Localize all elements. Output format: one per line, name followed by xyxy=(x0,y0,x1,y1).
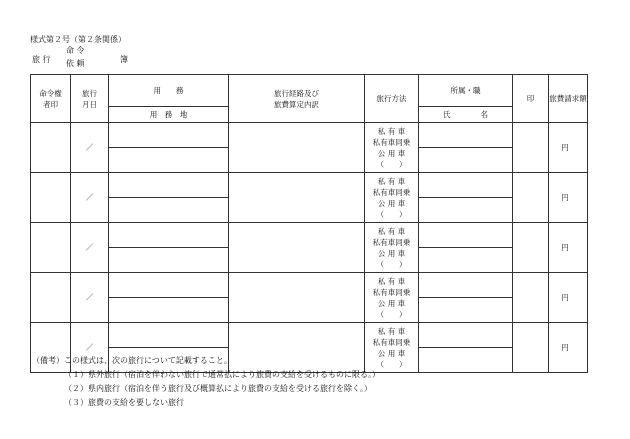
method-private-car-ride: 私有車同乗 xyxy=(372,337,411,347)
destination-cell[interactable] xyxy=(109,248,229,273)
table-row xyxy=(31,273,588,298)
date-cell[interactable]: ／ xyxy=(71,323,109,373)
claim-cell[interactable]: 円 xyxy=(549,123,588,173)
travel-ledger-table xyxy=(30,74,588,373)
claim-cell[interactable]: 円 xyxy=(549,323,588,373)
order-stamp-cell[interactable] xyxy=(31,123,71,173)
method-official-car: 公 用 車 xyxy=(377,298,406,308)
col-travel-date xyxy=(71,75,109,123)
destination-cell[interactable] xyxy=(109,198,229,223)
title-prefix: 旅 行 xyxy=(32,55,51,64)
col-method: 旅行方法 xyxy=(365,75,419,123)
col-travel-date-line2: 月日 xyxy=(82,99,97,109)
method-private-car-ride: 私有車同乗 xyxy=(372,237,411,247)
name-cell[interactable] xyxy=(419,198,513,223)
col-seal: 印 xyxy=(513,75,549,123)
order-stamp-cell[interactable] xyxy=(31,223,71,273)
order-stamp-cell[interactable] xyxy=(31,273,71,323)
affiliation-cell[interactable] xyxy=(419,123,513,148)
route-cell[interactable] xyxy=(229,223,365,273)
table-row xyxy=(31,173,588,198)
purpose-cell[interactable] xyxy=(109,273,229,298)
method-cell[interactable] xyxy=(365,223,419,273)
method-official-car: 公 用 車 xyxy=(377,248,406,258)
affiliation-cell[interactable] xyxy=(419,173,513,198)
claim-cell[interactable]: 円 xyxy=(549,223,588,273)
seal-cell[interactable] xyxy=(513,323,549,373)
notes-item: （３）旅費の支給を要しない旅行 xyxy=(64,398,184,407)
route-cell[interactable] xyxy=(229,123,365,173)
purpose-cell[interactable] xyxy=(109,223,229,248)
method-other: （ ） xyxy=(376,159,407,169)
route-cell[interactable] xyxy=(229,323,365,373)
col-route-line2: 旅費算定内訳 xyxy=(274,99,319,109)
date-cell[interactable]: ／ xyxy=(71,223,109,273)
affiliation-cell[interactable] xyxy=(419,223,513,248)
route-cell[interactable] xyxy=(229,173,365,223)
form-number: 様式第２号（第２条関係） xyxy=(30,35,126,44)
method-official-car: 公 用 車 xyxy=(377,148,406,158)
header-row xyxy=(31,75,588,107)
date-cell[interactable]: ／ xyxy=(71,173,109,223)
seal-cell[interactable] xyxy=(513,123,549,173)
method-cell[interactable] xyxy=(365,123,419,173)
method-official-car: 公 用 車 xyxy=(377,348,406,358)
destination-cell[interactable] xyxy=(109,298,229,323)
name-cell[interactable] xyxy=(419,348,513,373)
affiliation-cell[interactable] xyxy=(419,273,513,298)
method-private-car: 私 有 車 xyxy=(377,326,406,336)
method-private-car: 私 有 車 xyxy=(377,276,406,286)
method-other: （ ） xyxy=(376,209,407,219)
method-private-car: 私 有 車 xyxy=(377,126,406,136)
claim-cell[interactable]: 円 xyxy=(549,273,588,323)
method-cell[interactable] xyxy=(365,273,419,323)
title-option-order: 命 令 xyxy=(66,46,85,55)
seal-cell[interactable] xyxy=(513,173,549,223)
method-private-car: 私 有 車 xyxy=(377,176,406,186)
date-cell[interactable]: ／ xyxy=(71,123,109,173)
notes-item: （２）県内旅行（宿泊を伴う旅行及び概算払により旅費の支給を受ける旅行を除く。） xyxy=(64,384,372,393)
method-private-car: 私 有 車 xyxy=(377,226,406,236)
col-affiliation: 所属・職 xyxy=(419,75,513,107)
date-cell[interactable]: ／ xyxy=(71,273,109,323)
claim-cell[interactable]: 円 xyxy=(549,173,588,223)
notes-item: （１）県外旅行（宿泊を伴わない旅行で通常払により旅費の支給を受けるものに限る。） xyxy=(64,370,380,379)
route-cell[interactable] xyxy=(229,273,365,323)
table-row xyxy=(31,123,588,148)
seal-cell[interactable] xyxy=(513,273,549,323)
col-order-stamp-line1: 命令権 xyxy=(39,88,62,98)
purpose-cell[interactable] xyxy=(109,173,229,198)
method-other: （ ） xyxy=(376,259,407,269)
col-route-line1: 旅行経路及び xyxy=(274,88,319,98)
destination-cell[interactable] xyxy=(109,148,229,173)
col-order-stamp-line2: 者印 xyxy=(43,99,58,109)
method-private-car-ride: 私有車同乗 xyxy=(372,137,411,147)
title-suffix: 簿 xyxy=(120,55,128,64)
method-private-car-ride: 私有車同乗 xyxy=(372,287,411,297)
name-cell[interactable] xyxy=(419,298,513,323)
col-order-stamp xyxy=(31,75,71,123)
name-cell[interactable] xyxy=(419,248,513,273)
col-name: 氏 名 xyxy=(419,107,513,123)
method-official-car: 公 用 車 xyxy=(377,198,406,208)
col-travel-date-line1: 旅行 xyxy=(82,88,97,98)
order-stamp-cell[interactable] xyxy=(31,173,71,223)
method-other: （ ） xyxy=(376,309,407,319)
col-route xyxy=(229,75,365,123)
title-option-request: 依 頼 xyxy=(66,59,85,68)
method-other: （ ） xyxy=(376,359,407,369)
purpose-cell[interactable] xyxy=(109,323,229,348)
name-cell[interactable] xyxy=(419,148,513,173)
method-cell[interactable] xyxy=(365,323,419,373)
notes-heading: （備考）この様式は、次の旅行について記載すること。 xyxy=(32,356,232,365)
table-row xyxy=(31,323,588,348)
col-destination: 用 務 地 xyxy=(109,107,229,123)
method-cell[interactable] xyxy=(365,173,419,223)
col-purpose: 用 務 xyxy=(109,75,229,107)
table-row xyxy=(31,223,588,248)
seal-cell[interactable] xyxy=(513,223,549,273)
method-private-car-ride: 私有車同乗 xyxy=(372,187,411,197)
affiliation-cell[interactable] xyxy=(419,323,513,348)
purpose-cell[interactable] xyxy=(109,123,229,148)
col-claim: 旅費請求額 xyxy=(549,75,588,123)
